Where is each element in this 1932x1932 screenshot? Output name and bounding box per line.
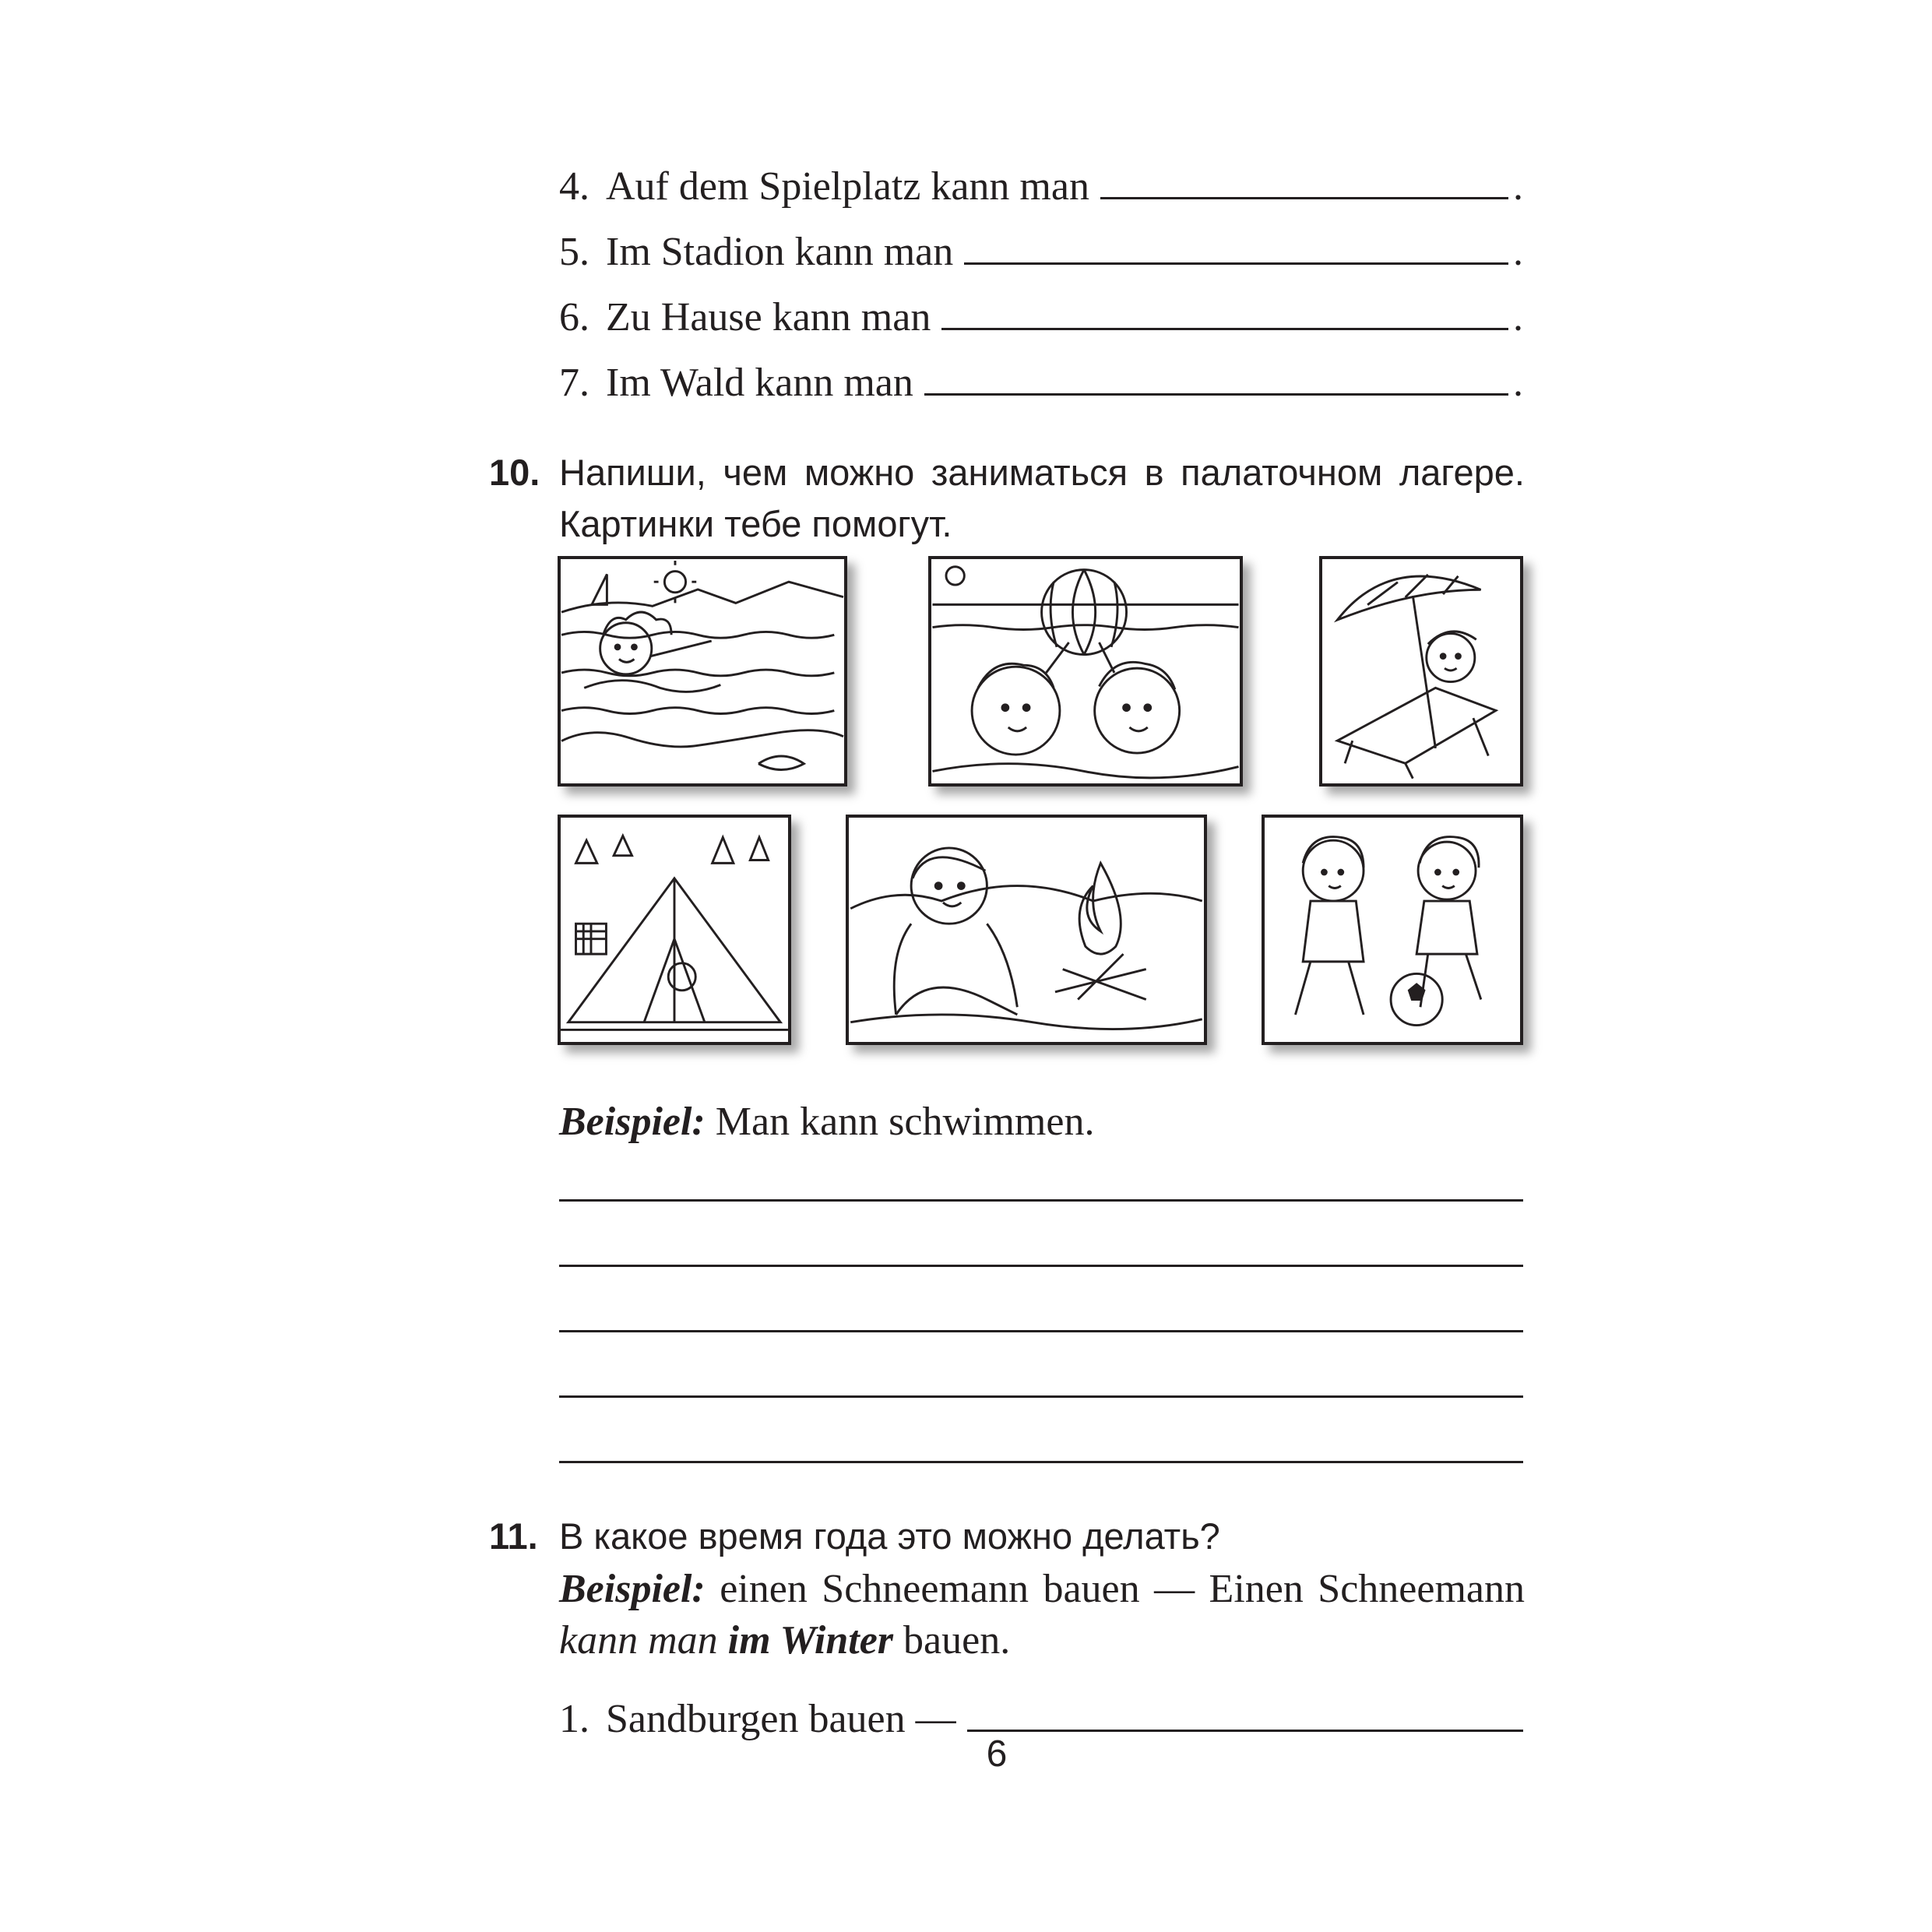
answer-blank[interactable] [964,262,1508,265]
item-text: Sandburgen bauen — [606,1697,956,1741]
task-instruction: В какое время года это можно делать? [559,1515,1220,1557]
football-illustration [1265,818,1520,1042]
tent-illustration [561,818,788,1042]
example-label: Beispiel: [559,1567,706,1611]
item-text: Im Wald kann man [606,361,913,405]
answer-blank[interactable] [967,1730,1523,1732]
item-end: . [1513,361,1523,405]
answer-line[interactable] [559,1330,1523,1332]
answer-line[interactable] [559,1199,1523,1202]
example-part1: einen Schneemann bauen — Einen Schneemann [705,1567,1525,1611]
fill-row-7 [559,349,1523,403]
picture-playing-ball [928,556,1243,787]
example-text: Man kann schwimmen. [705,1100,1095,1144]
answer-line[interactable] [559,1265,1523,1267]
task11-item-1 [559,1685,1523,1740]
item-text: Zu Hause kann man [606,295,931,340]
example-italic: kann man [559,1618,718,1663]
item-number: 1. [559,1697,589,1741]
fill-row-6 [559,283,1523,338]
sunbathing-illustration [1322,559,1520,783]
task-11 [489,1511,1525,1562]
picture-sunbathing [1319,556,1523,787]
answer-line[interactable] [559,1395,1523,1398]
answer-blank[interactable] [1100,197,1508,199]
example-part2: bauen. [893,1618,1011,1663]
answer-blank[interactable] [924,393,1508,396]
page-number: 6 [986,1733,1008,1775]
item-text: Auf dem Spielplatz kann man [606,164,1089,209]
item-end: . [1513,164,1523,209]
example-label: Beispiel: [559,1100,706,1144]
fill-row-4 [559,153,1523,207]
task10-example [559,1096,1094,1148]
item-number: 5. [559,230,589,274]
picture-swimming [558,556,847,787]
item-end: . [1513,295,1523,340]
task-instruction: Напиши, чем можно заниматься в палаточном лагере. Картинки тебе помогут. [559,452,1525,544]
answer-line[interactable] [559,1461,1523,1463]
item-end: . [1513,230,1523,274]
picture-tent [558,815,791,1045]
ball-game-illustration [931,559,1240,783]
picture-football [1262,815,1523,1045]
item-text: Im Stadion kann man [606,230,954,274]
task-10 [489,447,1525,550]
task-number: 11. [489,1515,538,1557]
campfire-illustration [849,818,1204,1042]
task11-example [559,1564,1525,1666]
item-number: 7. [559,361,589,405]
answer-blank[interactable] [941,328,1508,330]
task-number: 10. [489,452,540,493]
swimming-illustration [561,559,844,783]
item-number: 6. [559,295,589,340]
fill-row-5 [559,218,1523,273]
example-bold-italic: im Winter [717,1618,894,1663]
item-number: 4. [559,164,589,209]
picture-campfire [846,815,1207,1045]
